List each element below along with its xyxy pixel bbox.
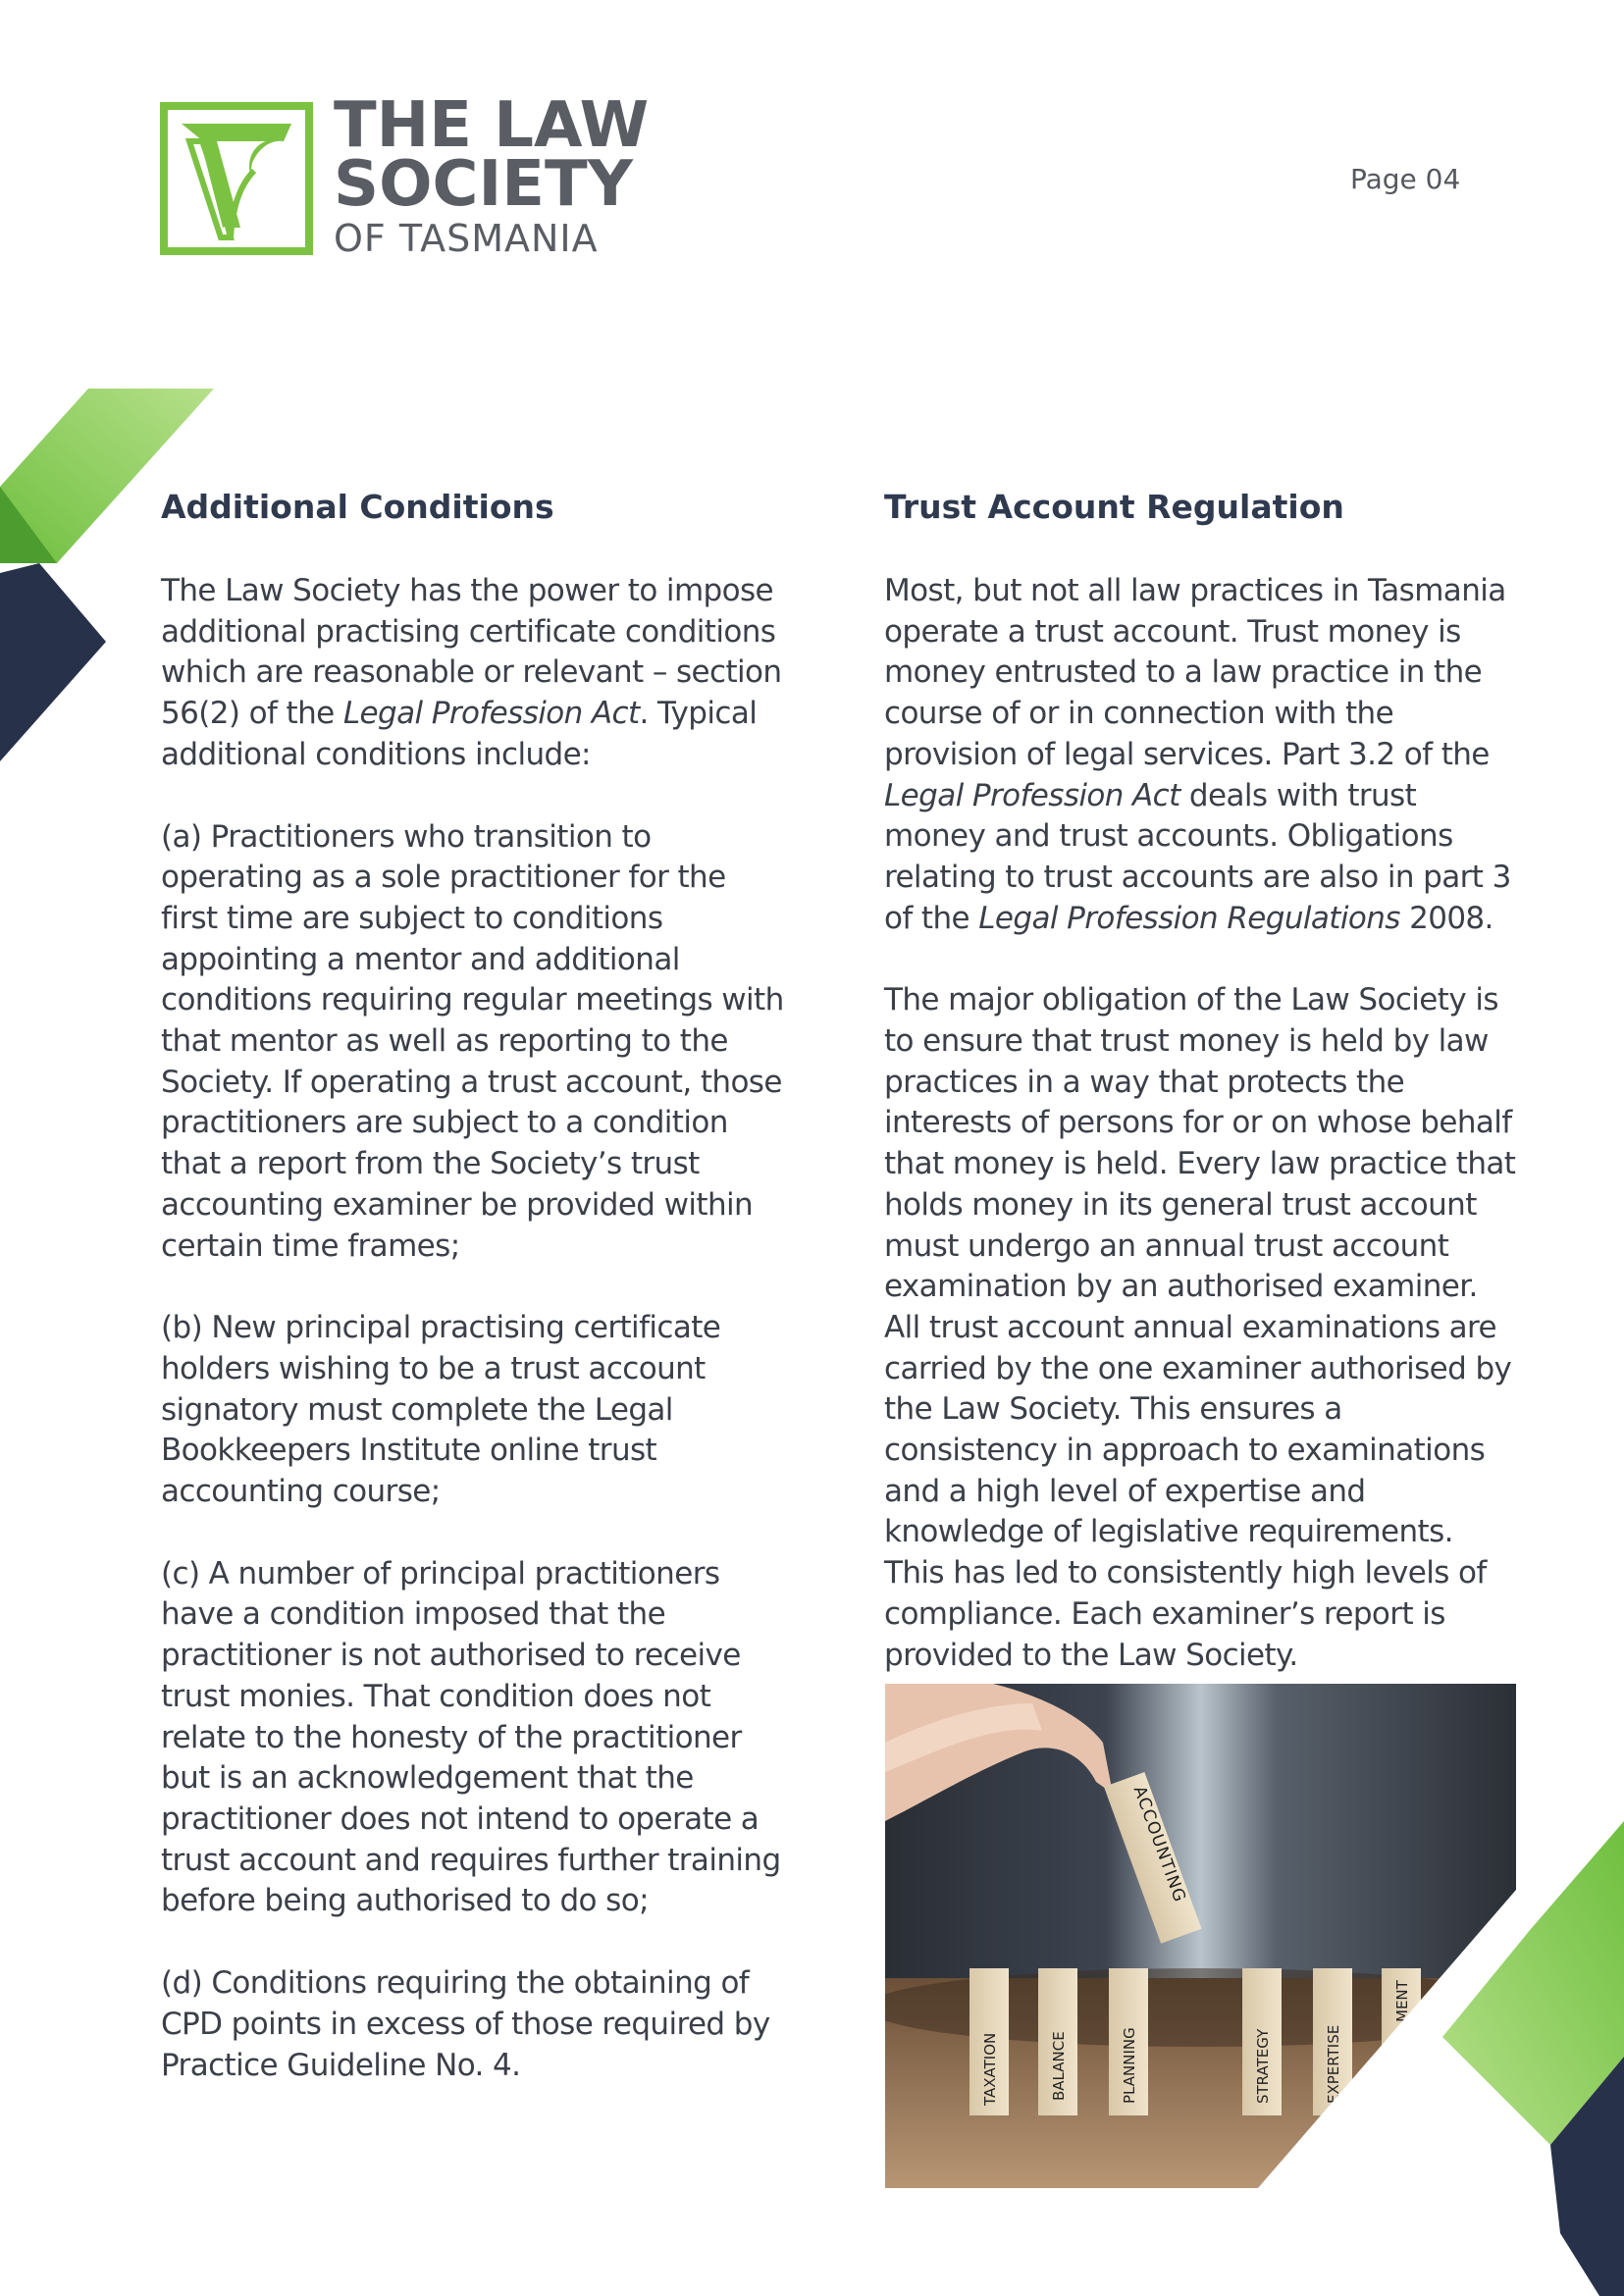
intro-text-2: . Typical additional conditions include: [161,696,758,772]
heading-additional-conditions: Additional Conditions [161,488,554,526]
para1-italic-act: Legal Profession Act [884,777,1180,813]
block-expertise-label: EXPERTISE [1325,2024,1342,2104]
left-column [161,487,789,2127]
block-taxation [969,1968,1009,2115]
para1-text-3: 2008. [1399,900,1493,936]
intro-italic-act: Legal Profession Act [342,696,640,732]
block-accounting-label: ACCOUNTING [1128,1783,1190,1905]
right-column [884,487,1522,1717]
law-society-logo-text [334,89,650,263]
page-number: Page 04 [1350,163,1461,195]
block-balance-label: BALANCE [1050,2031,1068,2101]
condition-item-b: (b) New principal practising certificate holders wishing to be a trust account signatory must complete the Legal Bookkeepers Institute online trust accounting course; [161,1310,721,1510]
condition-item-c: (c) A number of principal practitioners have a condition imposed that the practitioner is not authorised to receive trust monies. That condition does not relate to the honesty of the practitioner but is an acknowledgement that the practitioner does not intend to operate a trust account and requires further training before being authorised to do so; [161,1555,781,1919]
condition-item-d: (d) Conditions requiring the obtaining of CPD points in excess of those required by Practice Guideline No. 4. [161,1965,770,2083]
block-planning [1109,1968,1148,2115]
logo-line-1: THE LAW [334,89,650,162]
block-partial-label: MENT [1393,1980,1411,2022]
block-strategy-label: STRATEGY [1254,2028,1272,2104]
logo-line-2: SOCIETY [334,148,633,221]
block-strategy [1242,1968,1282,2115]
accounting-blocks-photo [885,1684,1516,2188]
right-decorative-shape [1433,1821,1624,2296]
trust-paragraph-2: The major obligation of the Law Society is to ensure that trust money is held by law practices in a way that protects the interests of persons for or on whose behalf that money is held. Every law practice that holds money in its general trust account must undergo an annual trust account examination by an authorised examiner. All trust account annual examinations are carried by the one examiner authorised by the Law Society. This ensures a consistency in approach to examinations and a high level of expertise and knowledge of legislative requirements. This has led to consistently high levels of compliance. Each examiner’s report is provided to the Law Society. [884,982,1516,1673]
logo-line-3: OF TASMANIA [334,217,599,260]
intro-paragraph [161,571,789,776]
trust-paragraph-1 [884,571,1522,939]
para1-italic-regulations: Legal Profession Regulations [978,900,1400,936]
heading-trust-account-regulation: Trust Account Regulation [884,488,1344,526]
block-balance [1038,1968,1077,2115]
condition-item-a: (a) Practitioners who transition to operating as a sole practitioner for the first time are subject to conditions appointing a mentor and additional conditions requiring regular meetings with that mentor as well as reporting to the Society. If operating a trust account, those practitioners are subject to a condition that a report from the Society’s trust accounting examiner be provided within certain time frames; [161,818,784,1264]
intro-text-1: The Law Society has the power to impose additional practising certificate conditions which are reasonable or relevant – section 56(2) of the [161,573,782,732]
block-planning-label: PLANNING [1121,2027,1138,2104]
block-taxation-label: TAXATION [981,2032,999,2106]
para1-text-1: Most, but not all law practices in Tasmania operate a trust account. Trust money is money entrusted to a law practice in the course of or in connection with the provision of legal services. Part 3.2 of the [884,573,1506,772]
para1-text-2: deals with trust money and trust accounts. Obligations relating to trust accounts are also in part 3 of the [884,777,1511,936]
law-society-logo-mark [160,102,313,255]
